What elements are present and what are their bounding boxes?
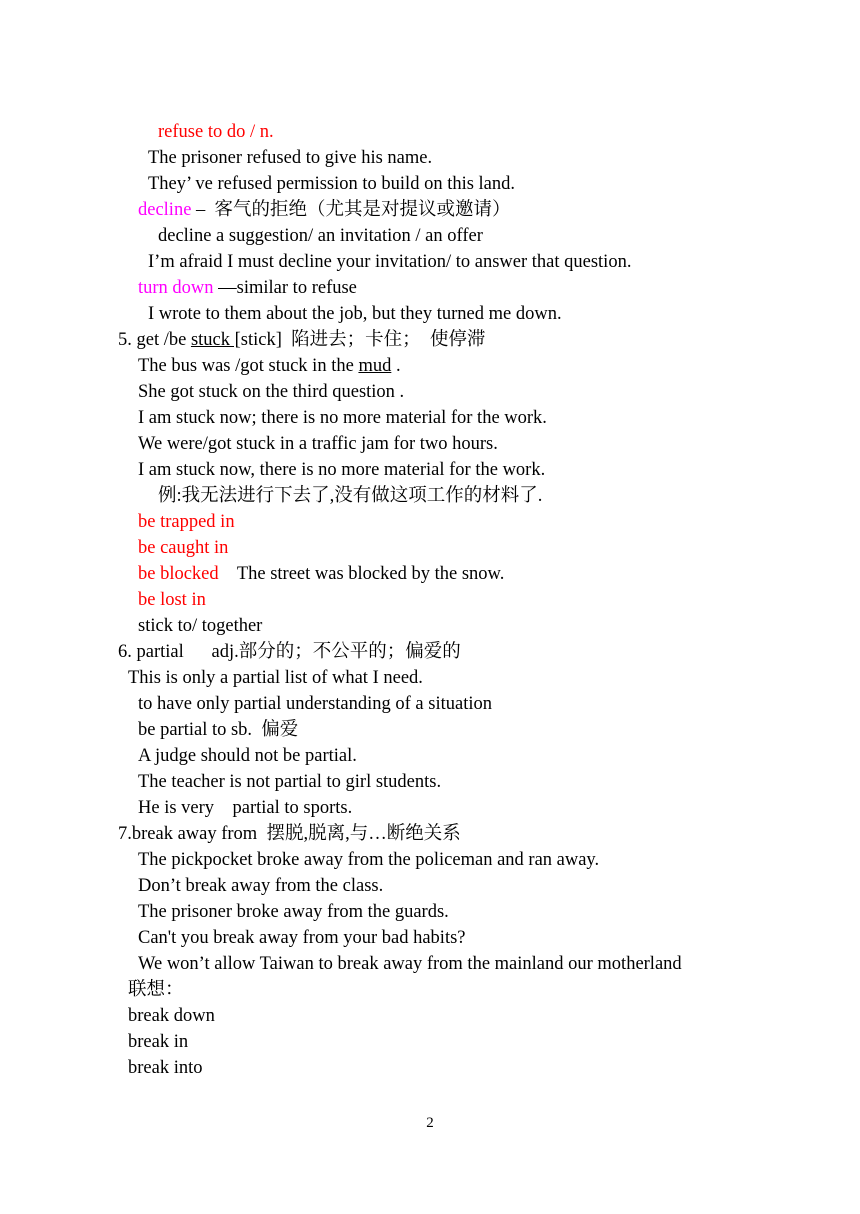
text-line: I am stuck now, there is no more material for the work. xyxy=(138,460,546,480)
text-line: The prisoner refused to give his name. xyxy=(148,148,433,168)
text-part: . xyxy=(391,356,401,376)
text-line: Don’t break away from the class. xyxy=(138,876,384,896)
text-line xyxy=(138,563,504,585)
text-line: I wrote to them about the job, but they turned me down. xyxy=(148,304,562,324)
text-line: The pickpocket broke away from the policeman and ran away. xyxy=(138,850,600,870)
text-line: be lost in xyxy=(138,590,206,610)
text-line: He is very partial to sports. xyxy=(138,798,353,818)
text-line: stick to/ together xyxy=(138,616,263,636)
heading-part: stick] 陷进去；卡住； 使停滞 xyxy=(240,330,486,350)
text-line: They’ ve refused permission to build on this land. xyxy=(148,174,516,194)
text-line: The prisoner broke away from the guards. xyxy=(138,902,449,922)
term-be-blocked: be blocked xyxy=(138,564,219,584)
text-line: I’m afraid I must decline your invitation/ to answer that question. xyxy=(148,252,632,272)
text-line: The teacher is not partial to girl students. xyxy=(138,772,442,792)
text-line: be caught in xyxy=(138,538,229,558)
term-turn-down: turn down xyxy=(138,278,214,298)
item-heading xyxy=(118,329,485,351)
text-line: break into xyxy=(128,1058,203,1078)
term-definition: – 客气的拒绝（尤其是对提议或邀请） xyxy=(191,200,511,220)
text-line: to have only partial understanding of a situation xyxy=(138,694,492,714)
underlined-word: mud xyxy=(358,356,392,376)
term-decline: decline xyxy=(138,200,192,220)
term-definition: —similar to refuse xyxy=(213,278,357,298)
heading-part: 5. get /be xyxy=(118,330,191,350)
item-heading: 6. partial adj.部分的；不公平的；偏爱的 xyxy=(118,642,461,662)
text-line: break in xyxy=(128,1032,189,1052)
text-line: I am stuck now; there is no more material for the work. xyxy=(138,408,547,428)
text-line: We were/got stuck in a traffic jam for two hours. xyxy=(138,434,498,454)
text-line: be trapped in xyxy=(138,512,235,532)
text-line: break down xyxy=(128,1006,215,1026)
text-line: A judge should not be partial. xyxy=(138,746,357,766)
text-part: The street was blocked by the snow. xyxy=(218,564,505,584)
text-line: refuse to do / n. xyxy=(158,122,274,142)
text-line xyxy=(138,355,401,377)
text-line: decline a suggestion/ an invitation / an offer xyxy=(158,226,483,246)
text-line: be partial to sb. 偏爱 xyxy=(138,720,299,740)
text-line: She got stuck on the third question . xyxy=(138,382,405,402)
text-line: 例:我无法进行下去了,没有做这项工作的材料了. xyxy=(158,486,543,506)
text-line xyxy=(138,199,511,221)
underlined-word: stuck [ xyxy=(190,330,241,350)
page-number: 2 xyxy=(426,1115,434,1131)
text-line: Can't you break away from your bad habits? xyxy=(138,928,466,948)
text-line: This is only a partial list of what I need. xyxy=(128,668,423,688)
item-heading: 7.break away from 摆脱,脱离,与…断绝关系 xyxy=(118,824,461,844)
text-line: We won’t allow Taiwan to break away from the mainland our motherland xyxy=(138,954,682,974)
text-part: The bus was /got stuck in the xyxy=(138,356,359,376)
text-line xyxy=(138,277,357,299)
text-line: 联想： xyxy=(128,980,184,1000)
